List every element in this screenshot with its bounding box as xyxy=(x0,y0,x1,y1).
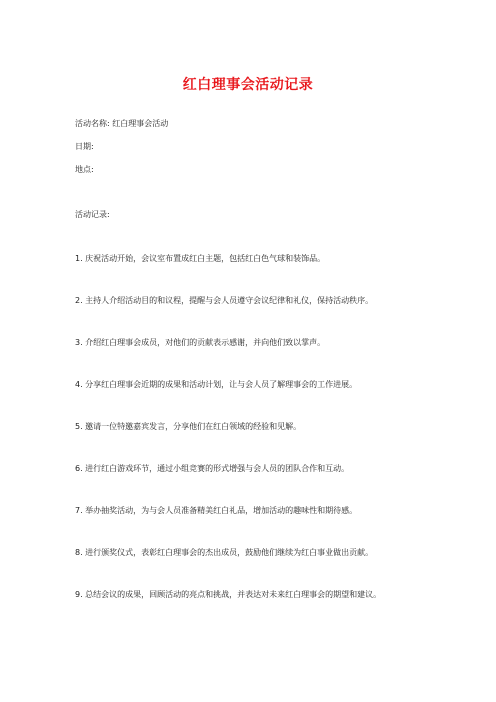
record-item: 9. 总结会议的成果，回顾活动的亮点和挑战，并表达对未来红白理事会的期望和建议。 xyxy=(75,590,382,599)
activity-name-line: 活动名称: 红白理事会活动 xyxy=(75,119,169,128)
date-line: 日期: xyxy=(75,142,94,151)
record-item: 1. 庆祝活动开始，会议室布置成红白主题，包括红白色气球和装饰品。 xyxy=(75,254,326,263)
document-title: 红白理事会活动记录 xyxy=(182,77,314,93)
records-heading: 活动记录: xyxy=(75,210,110,219)
record-item: 4. 分享红白理事会近期的成果和活动计划，让与会人员了解理事会的工作进展。 xyxy=(75,380,358,389)
record-item: 6. 进行红白游戏环节，通过小组竞赛的形式增强与会人员的团队合作和互动。 xyxy=(75,464,350,473)
record-item: 7. 举办抽奖活动，为与会人员准备精美红白礼品，增加活动的趣味性和期待感。 xyxy=(75,506,358,515)
place-line: 地点: xyxy=(75,165,94,174)
record-item: 2. 主持人介绍活动目的和议程，提醒与会人员遵守会议纪律和礼仪，保持活动秩序。 xyxy=(75,296,374,305)
record-item: 3. 介绍红白理事会成员，对他们的贡献表示感谢，并向他们致以掌声。 xyxy=(75,338,326,347)
record-item: 5. 邀请一位特邀嘉宾发言，分享他们在红白领域的经验和见解。 xyxy=(75,422,302,431)
record-item: 8. 进行颁奖仪式，表彰红白理事会的杰出成员，鼓励他们继续为红白事业做出贡献。 xyxy=(75,548,374,557)
